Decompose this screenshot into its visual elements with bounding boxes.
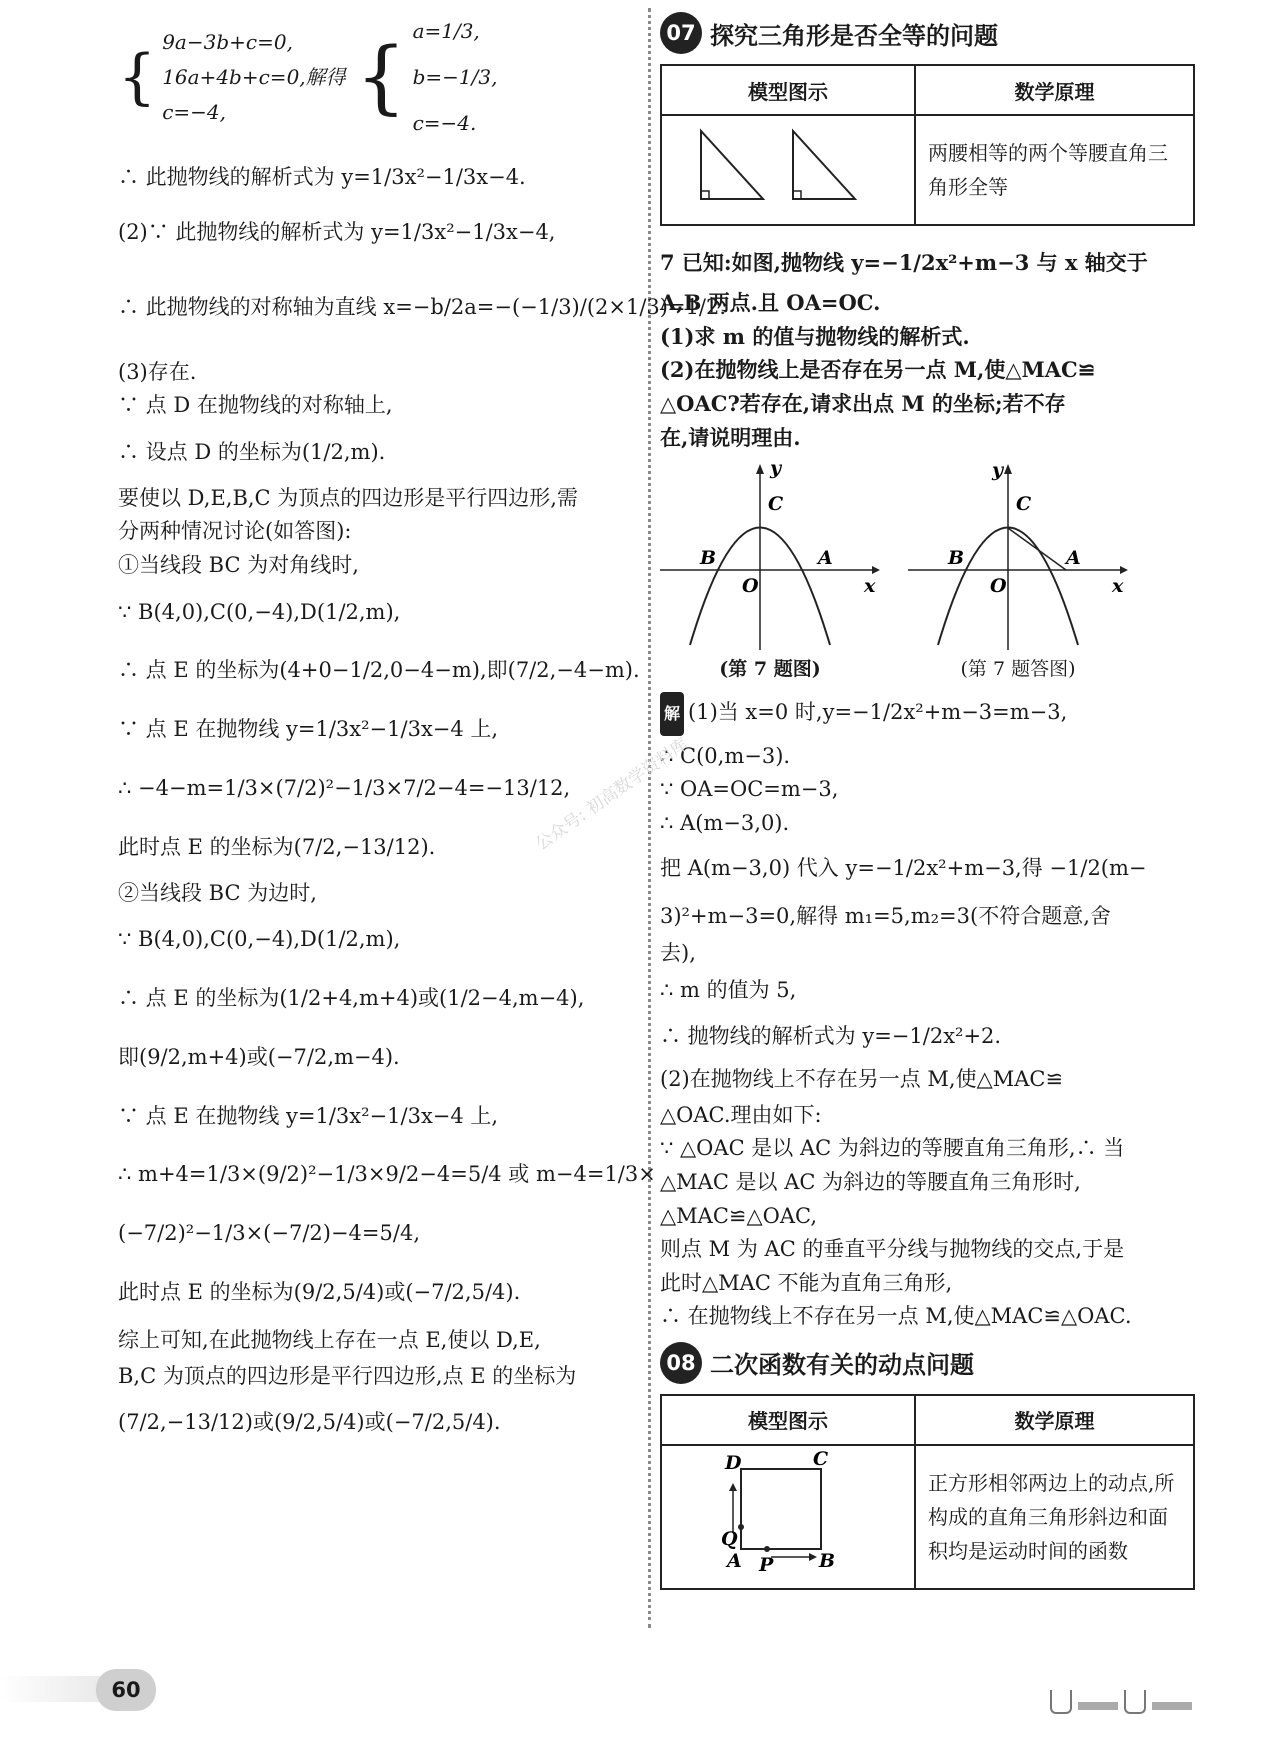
- arrow-up-head: [729, 1483, 737, 1491]
- arrow-right-head: [809, 1553, 817, 1561]
- section-08-heading: [660, 1342, 1200, 1384]
- problem-line: A,B 两点.且 OA=OC.: [660, 290, 881, 316]
- label-c: C: [768, 493, 784, 516]
- label-a: A: [818, 547, 833, 570]
- model-figure-cell: [661, 1445, 915, 1589]
- point-q: [738, 1524, 744, 1530]
- x-axis-arrow: [1120, 566, 1128, 574]
- logo-cup-icon: [1124, 1690, 1146, 1714]
- system-eq3: c=−4,: [162, 99, 226, 124]
- problem-line: (1)求 m 的值与抛物线的解析式.: [660, 323, 970, 349]
- x-axis-arrow: [872, 566, 880, 574]
- left-line: ∵ B(4,0),C(0,−4),D(1/2,m),: [118, 927, 401, 952]
- left-line: ①当线段 BC 为对角线时,: [118, 552, 359, 577]
- label-q: Q: [721, 1527, 738, 1550]
- point-p: [764, 1546, 770, 1552]
- left-line: ∴ 设点 D 的坐标为(1/2,m).: [118, 439, 386, 464]
- watermark: 公众号: 初高数学资料库: [532, 734, 692, 855]
- left-line: ∵ 点 D 在抛物线的对称轴上,: [118, 393, 393, 418]
- left-line: 综上可知,在此抛物线上存在一点 E,使以 D,E,: [118, 1327, 541, 1352]
- right-angle-mark: [793, 191, 801, 199]
- table-header-principle: 数学原理: [915, 65, 1194, 115]
- solution-line: 则点 M 为 AC 的垂直平分线与抛物线的交点,于是: [660, 1237, 1125, 1262]
- figure-caption: (第 7 题图): [719, 658, 821, 681]
- segment-ca: [1008, 528, 1066, 570]
- left-line: ∴ −4−m=1/3×(7/2)²−1/3×7/2−4=−13/12,: [118, 775, 571, 800]
- left-line: ∴ 点 E 的坐标为(1/2+4,m+4)或(1/2−4,m−4),: [118, 985, 585, 1010]
- triangle-right: [793, 131, 855, 199]
- label-a: A: [1066, 547, 1081, 570]
- system-eq2: 16a+4b+c=0,解得: [162, 64, 346, 89]
- left-line: ∵ 点 E 在抛物线 y=1/3x²−1/3x−4 上,: [118, 1103, 499, 1128]
- solution-line: ∴ A(m−3,0).: [660, 810, 790, 835]
- solution-line: ∵ OA=OC=m−3,: [660, 777, 839, 802]
- left-line: B,C 为顶点的四边形是平行四边形,点 E 的坐标为: [118, 1364, 577, 1389]
- section-07-heading: [660, 12, 1200, 54]
- solution-line: ∴ m 的值为 5,: [660, 977, 797, 1002]
- page-number: 60: [96, 1669, 156, 1711]
- left-line: 即(9/2,m+4)或(−7/2,m−4).: [118, 1044, 400, 1069]
- left-line: ②当线段 BC 为边时,: [118, 880, 317, 905]
- right-column: [660, 4, 1200, 1590]
- label-y: y: [770, 460, 782, 480]
- solution-line: △MAC 是以 AC 为斜边的等腰直角三角形时,: [660, 1169, 1081, 1194]
- left-line: ∵ 点 E 在抛物线 y=1/3x²−1/3x−4 上,: [118, 717, 499, 742]
- right-angle-mark: [701, 191, 709, 199]
- solution-line: ∴ 抛物线的解析式为 y=−1/2x²+2.: [660, 1023, 1002, 1048]
- label-b: B: [700, 547, 717, 570]
- equation-system: [118, 8, 638, 146]
- parabola-answer-graph: [908, 460, 1128, 650]
- y-axis-arrow: [756, 464, 764, 474]
- solution-line: 解 (1)当 x=0 时,y=−1/2x²+m−3=m−3,: [660, 685, 1200, 740]
- left-line: ∴ m+4=1/3×(9/2)²−1/3×9/2−4=5/4 或 m−4=1/3×: [118, 1162, 656, 1187]
- label-p: P: [759, 1553, 774, 1576]
- right-triangles-figure: [663, 117, 913, 213]
- left-line: ∴ 点 E 的坐标为(4+0−1/2,0−4−m),即(7/2,−4−m).: [118, 658, 640, 683]
- problem-line: 在,请说明理由.: [660, 424, 801, 450]
- solution-line: 去),: [660, 941, 696, 966]
- label-y: y: [992, 460, 1004, 482]
- solution-line: 3)²+m−3=0,解得 m₁=5,m₂=3(不符合题意,舍: [660, 904, 1111, 929]
- solution-line: 把 A(m−3,0) 代入 y=−1/2x²+m−3,得 −1/2(m−: [660, 855, 1147, 880]
- app-logo-marks: [1050, 1690, 1192, 1714]
- left-line: 要使以 D,E,B,C 为顶点的四边形是平行四边形,需: [118, 485, 578, 510]
- parabola-figures: [660, 460, 1200, 681]
- square-moving-points-figure: [663, 1447, 913, 1577]
- left-brace: {: [118, 42, 157, 112]
- label-x: x: [1112, 575, 1124, 598]
- left-line: (7/2,−13/12)或(9/2,5/4)或(−7/2,5/4).: [118, 1410, 501, 1435]
- table-header-model: 模型图示: [661, 65, 915, 115]
- label-c: C: [1016, 493, 1032, 516]
- section-number-badge: 07: [660, 12, 702, 54]
- left-line: (3)存在.: [118, 359, 197, 384]
- logo-cup-icon: [1050, 1690, 1072, 1714]
- solution-line: ∴ 在抛物线上不存在另一点 M,使△MAC≌△OAC.: [660, 1304, 1132, 1329]
- table-header-model: 模型图示: [661, 1395, 915, 1445]
- section-number-badge: 08: [660, 1342, 702, 1384]
- y-axis-arrow: [1004, 464, 1012, 474]
- label-b: B: [819, 1549, 836, 1572]
- system-sol1: a=1/3,: [412, 19, 480, 43]
- left-line: (−7/2)²−1/3×(−7/2)−4=5/4,: [118, 1221, 420, 1246]
- solution-line: ∴ C(0,m−3).: [660, 743, 791, 768]
- problem-line: (2)在抛物线上是否存在另一点 M,使△MAC≌: [660, 357, 1096, 383]
- system-sol2: b=−1/3,: [412, 65, 498, 89]
- logo-bar-icon: [1078, 1702, 1118, 1710]
- model-figure-cell: [661, 115, 915, 225]
- label-x: x: [864, 575, 876, 598]
- solution-7: [660, 685, 1200, 1334]
- logo-bar-icon: [1152, 1702, 1192, 1710]
- table-header-principle: 数学原理: [915, 1395, 1194, 1445]
- system-eq1: 9a−3b+c=0,: [162, 29, 293, 54]
- column-divider: [648, 8, 651, 1628]
- parabola-graph: [660, 460, 880, 650]
- section-title: 探究三角形是否全等的问题: [710, 21, 998, 50]
- solution-badge: 解: [660, 692, 684, 736]
- label-a: A: [727, 1549, 742, 1572]
- problem-line: △OAC?若存在,请求出点 M 的坐标;若不存: [660, 390, 1066, 416]
- label-d: D: [725, 1451, 742, 1474]
- left-line: ∵ B(4,0),C(0,−4),D(1/2,m),: [118, 599, 401, 624]
- left-line: ∴ 此抛物线的对称轴为直线 x=−b/2a=−(−1/3)/(2×1/3)=1/2.: [118, 295, 727, 320]
- page-number-bar: [0, 1676, 110, 1702]
- label-b: B: [948, 547, 965, 570]
- principle-text: 正方形相邻两边上的动点,所构成的直角三角形斜边和面积均是运动时间的函数: [915, 1445, 1194, 1589]
- left-line: 分两种情况讨论(如答图):: [118, 519, 352, 544]
- triangle-left: [701, 131, 763, 199]
- model-table-07: [660, 64, 1195, 226]
- system-sol3: c=−4.: [412, 111, 477, 135]
- problem-7: [660, 240, 1200, 454]
- figure-caption: (第 7 题答图): [960, 658, 1076, 681]
- problem-line: 7 已知:如图,抛物线 y=−1/2x²+m−3 与 x 轴交于: [660, 250, 1148, 275]
- left-line: 此时点 E 的坐标为(9/2,5/4)或(−7/2,5/4).: [118, 1279, 521, 1304]
- left-line: ∴ 此抛物线的解析式为 y=1/3x²−1/3x−4.: [118, 165, 526, 189]
- left-brace-2: {: [355, 30, 407, 123]
- label-o: O: [990, 575, 1007, 598]
- solution-line: 此时△MAC 不能为直角三角形,: [660, 1270, 953, 1295]
- principle-text: 两腰相等的两个等腰直角三角形全等: [915, 115, 1194, 225]
- solution-line: ∵ △OAC 是以 AC 为斜边的等腰直角三角形,∴ 当: [660, 1136, 1125, 1161]
- left-line: (2)∵ 此抛物线的解析式为 y=1/3x²−1/3x−4,: [118, 219, 556, 244]
- figure-7-answer: [908, 460, 1128, 681]
- model-table-08: [660, 1394, 1195, 1590]
- solution-line: △MAC≌△OAC,: [660, 1203, 818, 1228]
- solution-line: △OAC.理由如下:: [660, 1102, 822, 1127]
- left-line: 此时点 E 的坐标为(7/2,−13/12).: [118, 834, 436, 859]
- label-c: C: [813, 1447, 829, 1470]
- figure-7: [660, 460, 880, 681]
- label-o: O: [742, 575, 759, 598]
- solution-line: (2)在抛物线上不存在另一点 M,使△MAC≌: [660, 1067, 1064, 1091]
- square: [741, 1469, 821, 1549]
- section-title: 二次函数有关的动点问题: [710, 1351, 974, 1380]
